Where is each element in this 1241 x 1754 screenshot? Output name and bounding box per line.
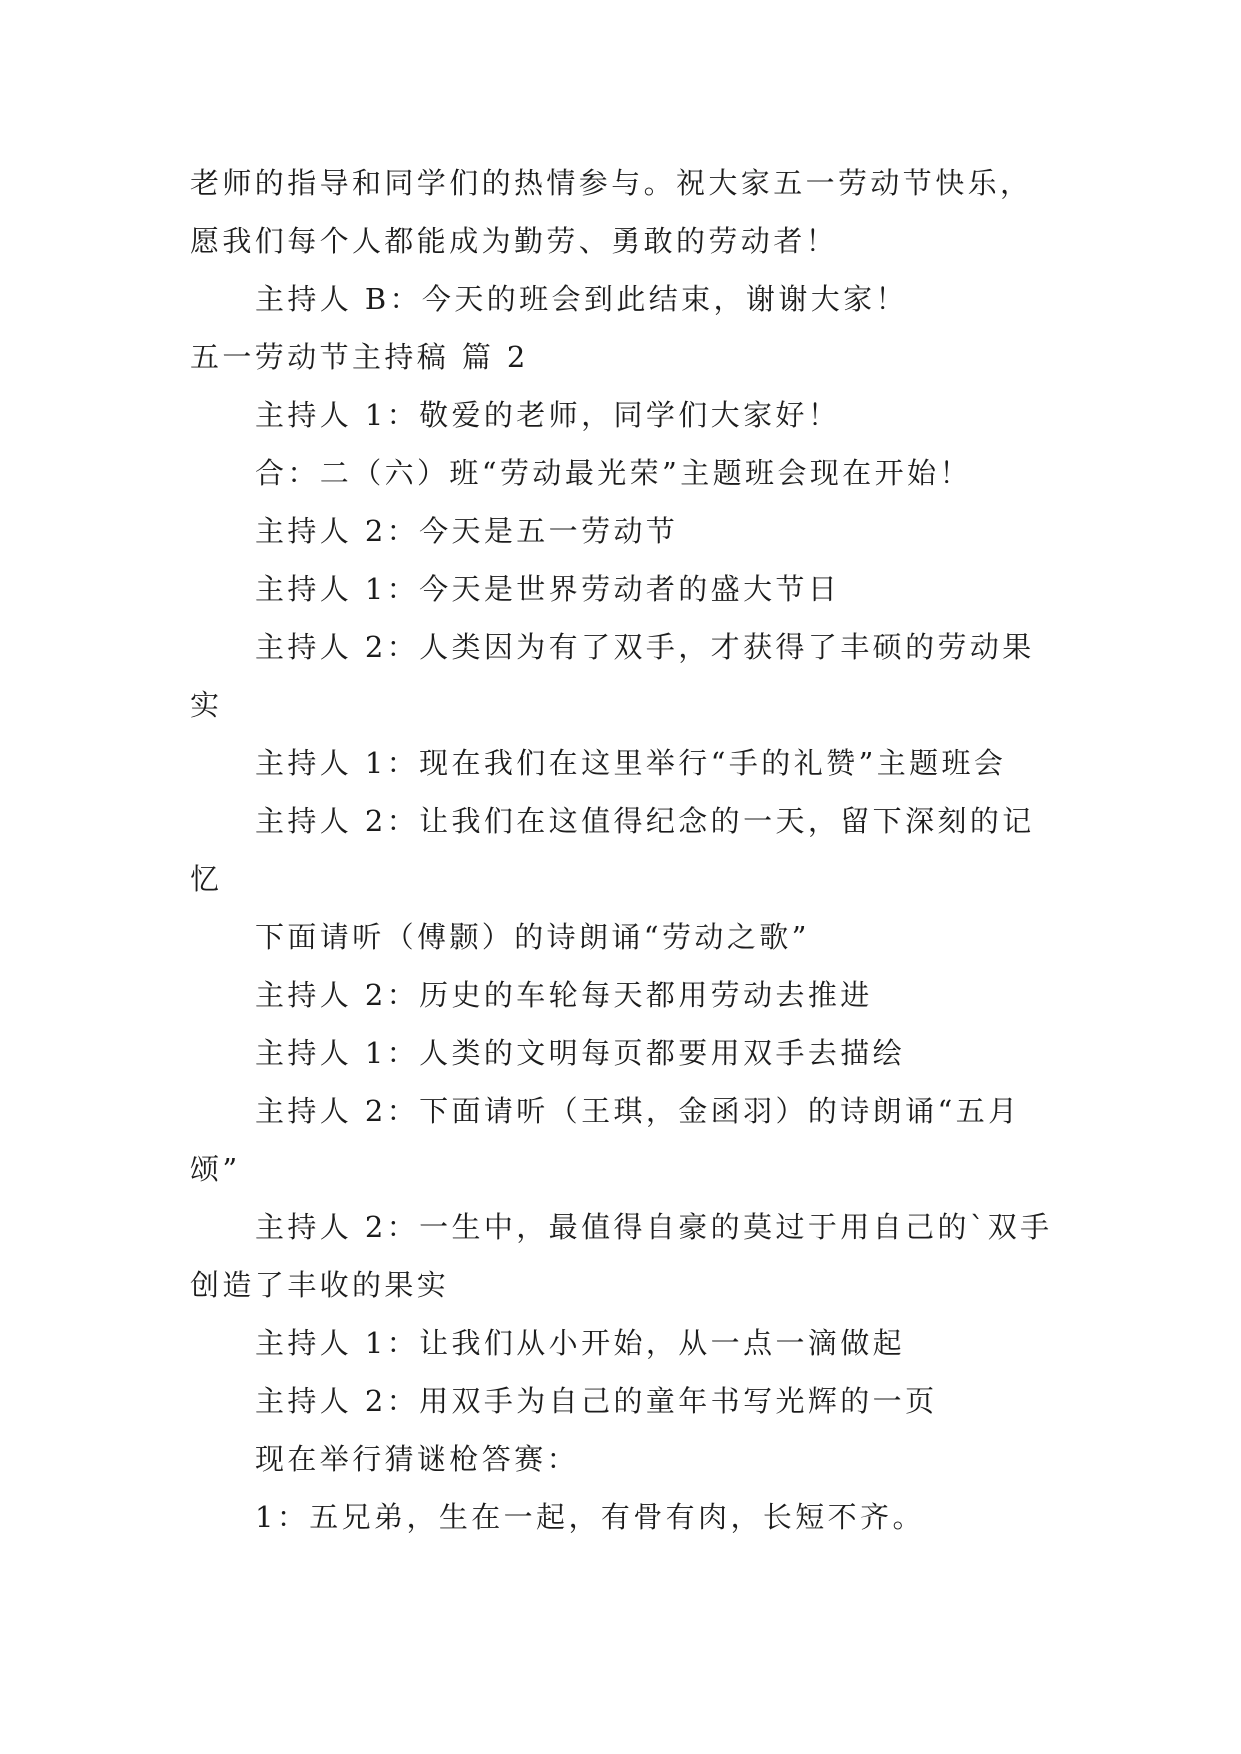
paragraph-continuation-line: 忆 bbox=[190, 862, 223, 896]
paragraph-line: 合：二（六）班“劳动最光荣”主题班会现在开始！ bbox=[255, 456, 972, 490]
paragraph-continuation-line: 创造了丰收的果实 bbox=[190, 1268, 450, 1302]
paragraph-line: 主持人 2：人类因为有了双手，才获得了丰硕的劳动果 bbox=[255, 630, 1035, 664]
paragraph bbox=[190, 1372, 1090, 1430]
paragraph bbox=[190, 1198, 1090, 1314]
paragraph-line: 主持人 2：一生中，最值得自豪的莫过于用自己的`双手 bbox=[255, 1210, 1053, 1244]
paragraph bbox=[190, 1082, 1090, 1198]
paragraph-line: 主持人 2：下面请听（王琪，金函羽）的诗朗诵“五月 bbox=[255, 1094, 1021, 1128]
paragraph bbox=[190, 502, 1090, 560]
document-body bbox=[190, 154, 1090, 1546]
paragraph-line: 主持人 1：现在我们在这里举行“手的礼赞”主题班会 bbox=[255, 746, 1007, 780]
paragraph-line: 主持人 1：让我们从小开始，从一点一滴做起 bbox=[255, 1326, 906, 1360]
paragraph bbox=[190, 560, 1090, 618]
paragraph-line: 主持人 2：让我们在这值得纪念的一天，留下深刻的记 bbox=[255, 804, 1035, 838]
paragraph-continuation-line: 愿我们每个人都能成为勤劳、勇敢的劳动者！ bbox=[190, 224, 839, 258]
paragraph-continuation-line: 实 bbox=[190, 688, 223, 722]
paragraph bbox=[190, 386, 1090, 444]
paragraph-line: 主持人 1：人类的文明每页都要用双手去描绘 bbox=[255, 1036, 906, 1070]
paragraph-line: 主持人 2：历史的车轮每天都用劳动去推进 bbox=[255, 978, 873, 1012]
paragraph bbox=[190, 154, 1090, 270]
paragraph-continuation-line: 颂” bbox=[190, 1152, 241, 1186]
paragraph bbox=[190, 792, 1090, 908]
paragraph-line: 主持人 B：今天的班会到此结束，谢谢大家！ bbox=[255, 282, 908, 316]
paragraph bbox=[190, 270, 1090, 328]
paragraph bbox=[190, 734, 1090, 792]
paragraph-line: 主持人 1：敬爱的老师，同学们大家好！ bbox=[255, 398, 841, 432]
paragraph-line: 主持人 1：今天是世界劳动者的盛大节日 bbox=[255, 572, 841, 606]
paragraph-line: 下面请听（傅颢）的诗朗诵“劳动之歌” bbox=[255, 920, 810, 954]
paragraph bbox=[190, 1314, 1090, 1372]
paragraph bbox=[190, 1430, 1090, 1488]
paragraph bbox=[190, 1488, 1090, 1546]
paragraph-line: 老师的指导和同学们的热情参与。祝大家五一劳动节快乐， bbox=[190, 166, 1033, 200]
paragraph-line: 主持人 2：用双手为自己的童年书写光辉的一页 bbox=[255, 1384, 938, 1418]
paragraph-line: 1：五兄弟，生在一起，有骨有肉，长短不齐。 bbox=[255, 1500, 925, 1534]
paragraph-line: 五一劳动节主持稿 篇 2 bbox=[190, 340, 529, 374]
paragraph-line: 主持人 2：今天是五一劳动节 bbox=[255, 514, 679, 548]
paragraph bbox=[190, 1024, 1090, 1082]
paragraph bbox=[190, 908, 1090, 966]
paragraph bbox=[190, 444, 1090, 502]
paragraph bbox=[190, 618, 1090, 734]
paragraph bbox=[190, 328, 1090, 386]
paragraph bbox=[190, 966, 1090, 1024]
paragraph-line: 现在举行猜谜枪答赛： bbox=[255, 1442, 580, 1476]
